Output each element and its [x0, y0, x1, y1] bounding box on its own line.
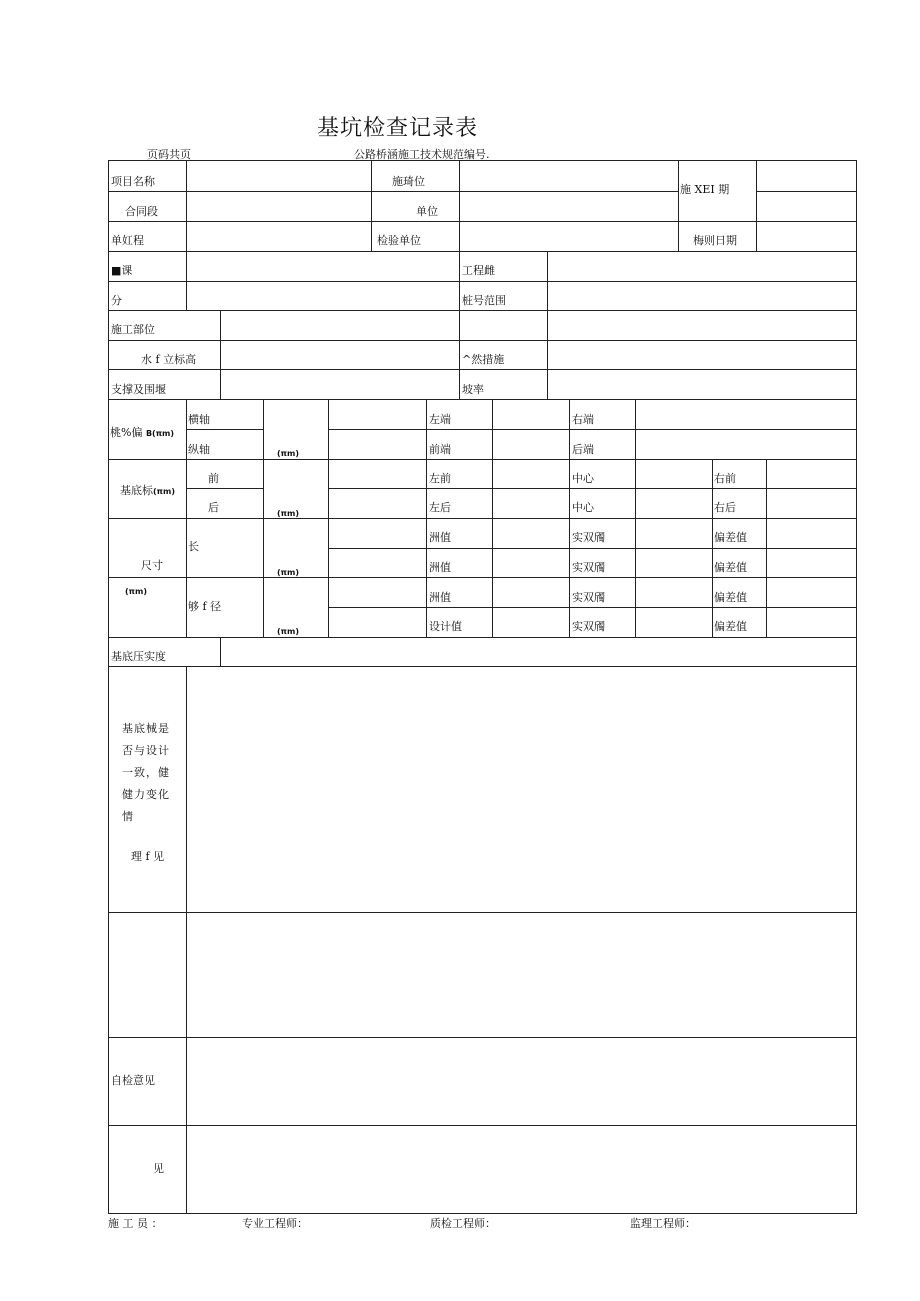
construction-staff-label: 施 工 员 ： [108, 1217, 163, 1230]
spec-number: 公路桥涵施工技术规范编号. [354, 148, 490, 161]
soil-check-line: 情 [122, 810, 134, 823]
project-name-label: 项目名称 [111, 175, 155, 188]
actual-label-3: 实双斶 [572, 591, 605, 604]
inspection-date-label: 梅则日期 [693, 234, 737, 247]
inspection-unit-label: 检验单位 [377, 234, 421, 247]
deviation-label-3: 偏差值 [714, 591, 747, 604]
base-elevation-label [120, 484, 175, 499]
back-end-label: 后端 [572, 443, 594, 456]
right-front-label: 右前 [714, 472, 736, 485]
component-label [111, 264, 132, 278]
processing-opinion-label: 理 f 见 [131, 850, 165, 863]
measured-label-1: 洲值 [429, 531, 451, 544]
soil-check-line: 否与设计 [122, 744, 170, 757]
horizontal-axis-label: 横轴 [188, 413, 210, 426]
contract-section-label: 合同段 [125, 205, 158, 218]
component-marker-icon: ■ [111, 264, 122, 277]
size-label: 尺寸 [141, 559, 163, 572]
support-cofferdam-label: 支撑及围堰 [111, 383, 166, 396]
design-value-label: 设计值 [429, 620, 462, 633]
soil-check-line: 健力变化 [122, 788, 170, 801]
project-name-b-label: 工程雌 [462, 264, 495, 277]
self-check-label: 自检意见 [111, 1074, 155, 1087]
supervision-opinion-label: 见 [153, 1162, 164, 1175]
deviation-label-1: 偏差值 [714, 531, 747, 544]
axis-offset-unit: B(πm) [145, 429, 175, 438]
left-back-label: 左后 [429, 501, 451, 514]
pile-range-label: 桩号范围 [462, 294, 506, 307]
actual-label-2: 实双斶 [572, 561, 605, 574]
left-end-label: 左端 [429, 413, 451, 426]
construction-date-label: 施 XEI 期 [680, 183, 730, 196]
soil-check-label [122, 718, 178, 828]
deviation-label-2: 偏差值 [714, 561, 747, 574]
vertical-axis-label: 纵轴 [188, 443, 210, 456]
qc-engineer-label: 质检工程师： [430, 1217, 496, 1230]
compaction-label: 基底压实度 [111, 650, 166, 663]
water-level-label: 水 f 立标高 [141, 353, 197, 366]
base-elevation-unit: (πm) [277, 509, 299, 518]
base-elevation-label-text: 基底标 [120, 484, 153, 497]
right-back-label: 右后 [714, 501, 736, 514]
component-label-text: 课 [121, 264, 133, 277]
engineer-label: 专业工程师： [242, 1217, 308, 1230]
center-front-label: 中心 [572, 472, 594, 485]
actual-label-1: 实双斶 [572, 531, 605, 544]
soil-check-line: 基底械是 [122, 722, 170, 735]
width-diameter-label: 够 f 径 [188, 600, 222, 613]
front-end-label: 前端 [429, 443, 451, 456]
length-label: 长 [188, 540, 199, 553]
length-unit: (πm) [277, 568, 299, 577]
supervisor-label: 监理工程师： [630, 1217, 696, 1230]
deviation-label-4: 偏差值 [714, 620, 747, 633]
axis-offset-label [110, 426, 174, 441]
measured-label-2: 洲值 [429, 561, 451, 574]
page-count: 页码共页 [147, 148, 191, 161]
axis-offset-label-text: 桃%偏 [110, 426, 146, 439]
width-unit: (πm) [277, 627, 299, 636]
left-front-label: 左前 [429, 472, 451, 485]
measured-label-3: 洲值 [429, 591, 451, 604]
drainage-measures-label: ^然措施 [462, 353, 505, 366]
size-label-unit: (πm) [125, 587, 147, 596]
actual-label-4: 实双斶 [572, 620, 605, 633]
axis-unit: (πm) [277, 449, 299, 458]
base-elevation-label-unit: (πm) [153, 487, 175, 496]
construction-unit-label: 施琦位 [392, 175, 425, 188]
soil-check-line: 一致，健 [122, 766, 170, 779]
unit-label: 单位 [416, 205, 438, 218]
center-back-label: 中心 [572, 501, 594, 514]
slope-ratio-label: 坡率 [462, 383, 484, 396]
front-label: 前 [208, 472, 219, 485]
right-end-label: 右端 [572, 413, 594, 426]
sub-project-label: 单妅程 [111, 234, 144, 247]
division-label: 分 [111, 294, 122, 307]
page-title: 基坑检查记录表 [316, 116, 478, 141]
back-label: 后 [208, 501, 219, 514]
construction-part-label: 施工部位 [111, 323, 155, 336]
